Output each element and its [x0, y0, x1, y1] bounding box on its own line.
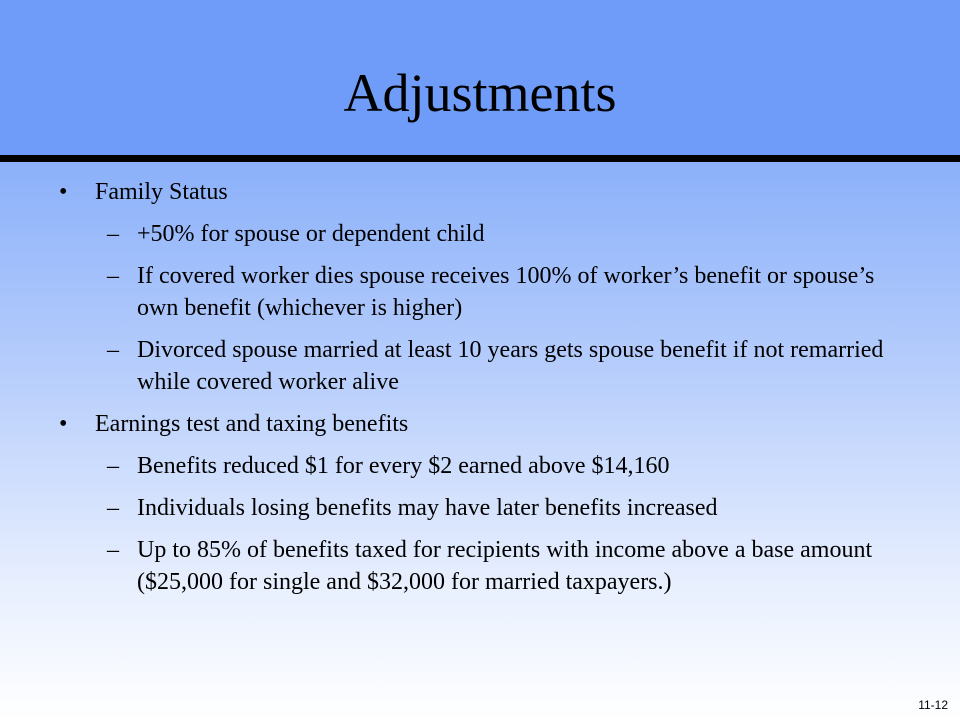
bullet-text: Family Status [95, 179, 228, 205]
sub-item-text: Up to 85% of benefits taxed for recipients with income above a base amount ($25,000 for single and $32,000 for married taxpayers.) [137, 537, 873, 595]
bullet-icon: • [59, 411, 68, 437]
sub-item-text: Individuals losing benefits may have later benefits increased [137, 495, 718, 521]
dash-icon: – [107, 453, 119, 479]
dash-icon: – [107, 495, 119, 521]
sub-item-benefits-taxed [0, 534, 960, 598]
slide-content [0, 176, 960, 608]
sub-item-worker-dies [0, 260, 960, 324]
sub-item-text: Benefits reduced $1 for every $2 earned above $14,160 [137, 453, 670, 479]
dash-icon: – [107, 221, 119, 247]
bullet-icon: • [59, 179, 68, 205]
bullet-family-status [0, 176, 960, 208]
sub-item-text: Divorced spouse married at least 10 years gets spouse benefit if not remarried while covered worker alive [137, 337, 884, 395]
dash-icon: – [107, 337, 119, 363]
dash-icon: – [107, 537, 119, 563]
sub-item-benefits-reduced [0, 450, 960, 482]
slide-number: 11-12 [918, 698, 948, 712]
sub-item-spouse-child [0, 218, 960, 250]
bullet-text: Earnings test and taxing benefits [95, 411, 409, 437]
title-divider [0, 155, 960, 162]
sub-item-text: +50% for spouse or dependent child [137, 221, 485, 247]
bullet-earnings-test [0, 408, 960, 440]
slide-title: Adjustments [343, 63, 617, 123]
sub-item-later-benefits [0, 492, 960, 524]
dash-icon: – [107, 263, 119, 289]
sub-item-divorced-spouse [0, 334, 960, 398]
sub-item-text: If covered worker dies spouse receives 100% of worker’s benefit or spouse’s own benefit (whichever is higher) [137, 263, 875, 321]
